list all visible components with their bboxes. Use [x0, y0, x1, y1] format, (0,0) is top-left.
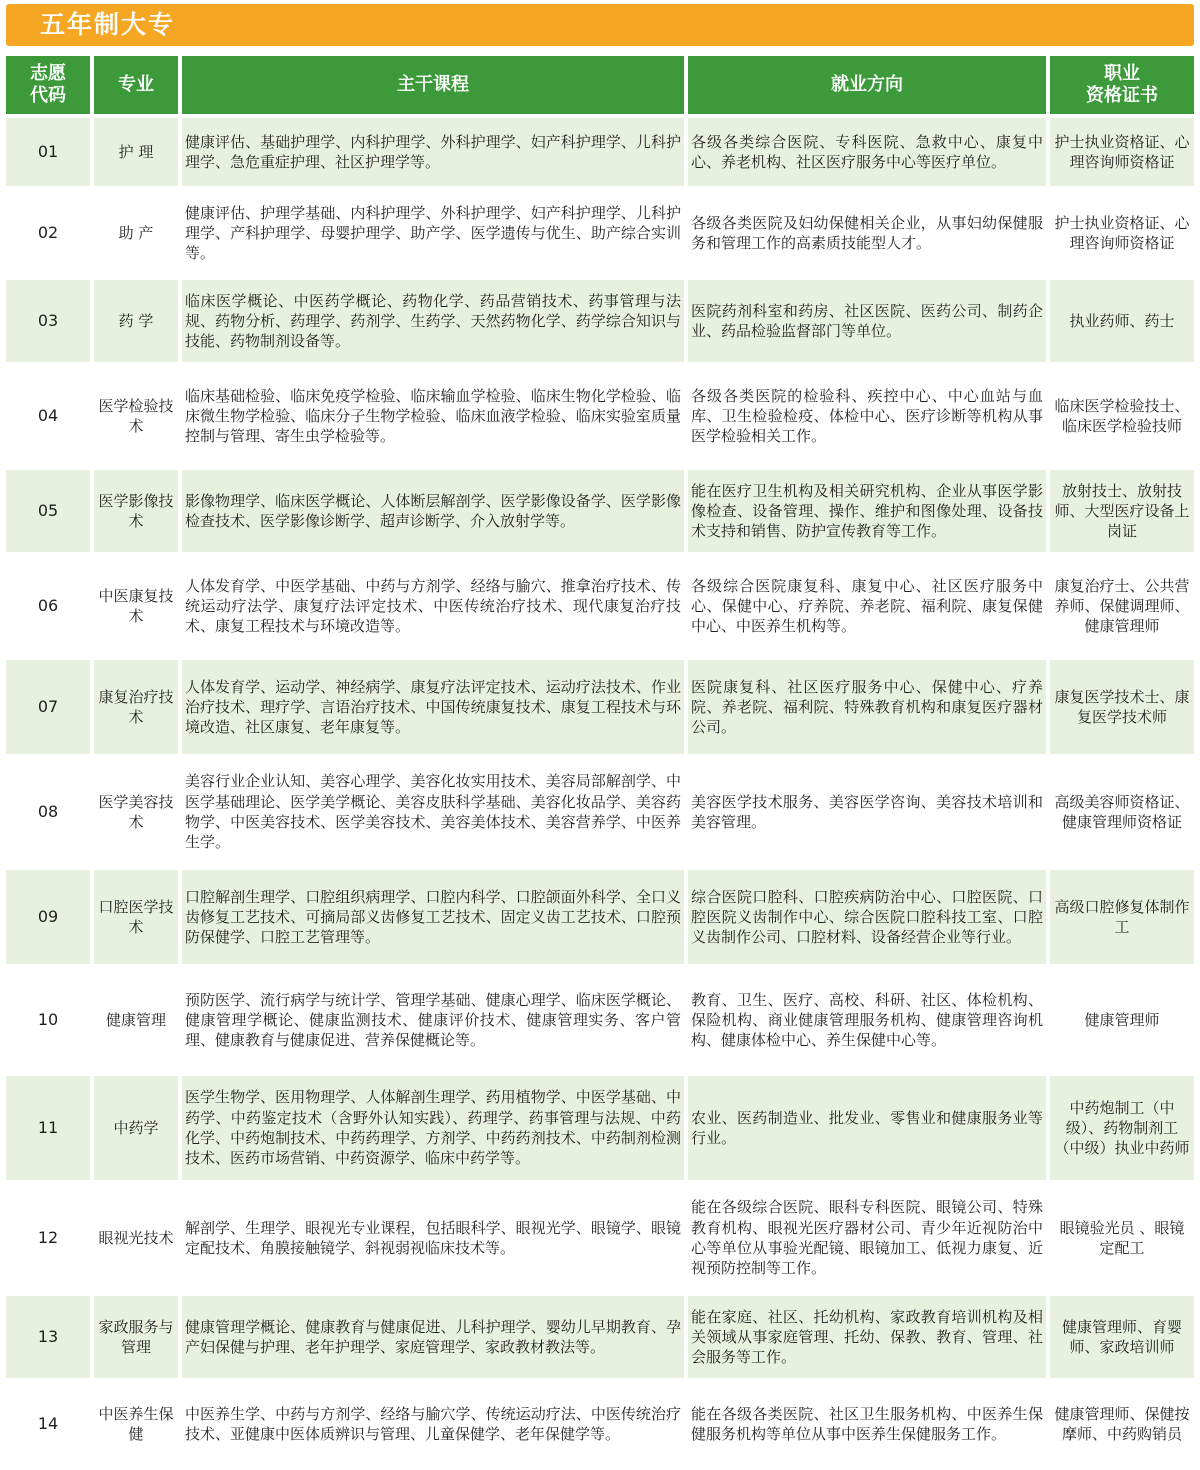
- cell-code-text: 05: [37, 500, 59, 520]
- cell-certificate-text: 健康管理师、育婴师、家政培训师: [1061, 1317, 1182, 1356]
- cell-employment-text: 美容医学技术服务、美容医学咨询、美容技术培训和美容管理。: [691, 792, 1043, 831]
- cell-employment-text: 能在各级各类医院、社区卫生服务机构、中医养生保健服务机构等单位从事中医养生保健服务工作。: [691, 1404, 1043, 1443]
- cell-courses: [182, 1184, 684, 1296]
- cell-courses-text: 健康评估、基础护理学、内科护理学、外科护理学、妇产科护理学、儿科护理学、急危重症护理、社区护理学等。: [185, 132, 681, 171]
- cell-major-text: 助 产: [118, 223, 154, 242]
- cell-code: [6, 758, 90, 870]
- cell-courses-text: 临床基础检验、临床免疫学检验、临床输血学检验、临床生物化学检验、临床微生物学检验、临床分子生物学检验、临床血液学检验、临床实验室质量控制与管理、寄生虫学检验等。: [185, 386, 681, 446]
- cell-code-text: 13: [37, 1326, 59, 1346]
- title-bar: [6, 4, 1194, 46]
- cell-courses-text: 医学生物学、医用物理学、人体解剖生理学、药用植物学、中医学基础、中药学、中药鉴定技术（含野外认知实践）、药理学、药事管理与法规、中药化学、中药炮制技术、中药药理学、方剂学、中药药剂技术、中药制剂检测技术、医药市场营销、中药资源学、临床中药学等。: [185, 1088, 681, 1168]
- cell-code: [6, 190, 90, 280]
- cell-courses-text: 人体发育学、运动学、神经病学、康复疗法评定技术、运动疗法技术、作业治疗技术、理疗学、言语治疗技术、中国传统康复技术、康复工程技术与环境改造、社区康复、老年康复等。: [185, 677, 681, 737]
- cell-courses-text: 美容行业企业认知、美容心理学、美容化妆实用技术、美容局部解剖学、中医学基础理论、医学美学概论、美容皮肤科学基础、美容化妆品学、美容药物学、中医美容技术、医学美容技术、美容美体技术、美容营养学、中医养生学。: [185, 772, 681, 852]
- cell-employment: [688, 1076, 1046, 1184]
- cell-major-text: 健康管理: [105, 1010, 166, 1029]
- cell-code-text: 12: [37, 1227, 59, 1247]
- cell-certificate-text: 护士执业资格证、心理咨询师资格证: [1054, 132, 1190, 171]
- cell-major-text: 中医康复技术: [98, 586, 174, 625]
- cell-courses: [182, 1076, 684, 1184]
- cell-major-text: 家政服务与管理: [98, 1317, 174, 1356]
- cell-certificate-text: 康复医学技术士、康复医学技术师: [1054, 687, 1190, 726]
- cell-major-text: 药 学: [118, 311, 154, 330]
- cell-code: [6, 968, 90, 1076]
- cell-code: [6, 870, 90, 968]
- cell-employment-text: 各级各类综合医院、专科医院、急救中心、康复中心、养老机构、社区医疗服务中心等医疗单位。: [691, 132, 1043, 171]
- cell-major-text: 眼视光技术: [98, 1228, 174, 1247]
- cell-code: [6, 1184, 90, 1296]
- cell-employment-text: 医院药剂科室和药房、社区医院、医药公司、制药企业、药品检验监督部门等单位。: [691, 301, 1043, 340]
- cell-certificate: [1050, 1184, 1194, 1296]
- cell-major: [94, 280, 178, 366]
- cell-courses: [182, 280, 684, 366]
- cell-courses-text: 影像物理学、临床医学概论、人体断层解剖学、医学影像设备学、医学影像检查技术、医学影像诊断学、超声诊断学、介入放射学等。: [185, 491, 681, 530]
- cell-certificate-text: 高级口腔修复体制作工: [1054, 897, 1190, 936]
- cell-courses: [182, 1382, 684, 1470]
- cell-employment-text: 各级综合医院康复科、康复中心、社区医疗服务中心、保健中心、疗养院、养老院、福利院、康复保健中心、中医养生机构等。: [691, 576, 1043, 636]
- cell-code-text: 03: [37, 310, 59, 330]
- cell-code: [6, 470, 90, 556]
- cell-courses: [182, 1296, 684, 1382]
- cell-employment: [688, 758, 1046, 870]
- cell-courses: [182, 758, 684, 870]
- cell-courses: [182, 470, 684, 556]
- header-certificate: [1050, 56, 1194, 114]
- cell-certificate-text: 健康管理师: [1084, 1010, 1160, 1029]
- cell-code-text: 08: [37, 801, 59, 821]
- cell-major-text: 医学检验技术: [98, 396, 174, 435]
- cell-certificate-text: 康复治疗士、公共营养师、保健调理师、健康管理师: [1054, 576, 1190, 636]
- cell-code: [6, 118, 90, 190]
- cell-certificate: [1050, 556, 1194, 660]
- cell-certificate: [1050, 470, 1194, 556]
- cell-major: [94, 118, 178, 190]
- cell-employment: [688, 870, 1046, 968]
- cell-employment-text: 医院康复科、社区医疗服务中心、保健中心、疗养院、养老院、福利院、特殊教育机构和康复医疗器材公司。: [691, 677, 1043, 737]
- cell-code-text: 06: [37, 595, 59, 615]
- cell-major-text: 口腔医学技术: [98, 897, 174, 936]
- cell-certificate: [1050, 1296, 1194, 1382]
- header-employment-label: 就业方向: [831, 74, 903, 95]
- cell-employment: [688, 556, 1046, 660]
- cell-courses-text: 口腔解剖生理学、口腔组织病理学、口腔内科学、口腔颌面外科学、全口义齿修复工艺技术、可摘局部义齿修复工艺技术、固定义齿工艺技术、口腔预防保健学、口腔工艺管理等。: [185, 887, 681, 947]
- cell-code: [6, 280, 90, 366]
- cell-courses-text: 人体发育学、中医学基础、中药与方剂学、经络与腧穴、推拿治疗技术、传统运动疗法学、康复疗法评定技术、中医传统治疗技术、现代康复治疗技术、康复工程技术与环境改造等。: [185, 576, 681, 636]
- cell-certificate-text: 中药炮制工（中级）、药物制剂工（中级）执业中药师: [1054, 1098, 1190, 1158]
- cell-code-text: 07: [37, 696, 59, 716]
- cell-major: [94, 366, 178, 470]
- cell-code-text: 09: [37, 906, 59, 926]
- cell-employment: [688, 968, 1046, 1076]
- cell-certificate: [1050, 280, 1194, 366]
- cell-courses-text: 健康管理学概论、健康教育与健康促进、儿科护理学、婴幼儿早期教育、孕产妇保健与护理、老年护理学、家庭管理学、家政教材教法等。: [185, 1317, 681, 1356]
- cell-courses: [182, 366, 684, 470]
- cell-certificate-text: 眼镜验光员 、眼镜定配工: [1059, 1218, 1185, 1257]
- cell-major: [94, 870, 178, 968]
- cell-certificate: [1050, 190, 1194, 280]
- cell-certificate: [1050, 118, 1194, 190]
- cell-courses-text: 解剖学、生理学、眼视光专业课程，包括眼科学、眼视光学、眼镜学、眼镜定配技术、角膜接触镜学、斜视弱视临床技术等。: [185, 1218, 681, 1257]
- cell-code: [6, 1382, 90, 1470]
- cell-employment-text: 能在各级综合医院、眼科专科医院、眼镜公司、特殊教育机构、眼视光医疗器材公司、青少年近视防治中心等单位从事验光配镜、眼镜加工、低视力康复、近视预防控制等工作。: [691, 1198, 1043, 1278]
- cell-certificate: [1050, 1382, 1194, 1470]
- header-courses-label: 主干课程: [397, 74, 469, 95]
- cell-major-text: 医学美容技术: [98, 792, 174, 831]
- cell-major: [94, 968, 178, 1076]
- cell-certificate: [1050, 366, 1194, 470]
- cell-courses-text: 健康评估、护理学基础、内科护理学、外科护理学、妇产科护理学、儿科护理学、产科护理学、母婴护理学、助产学、医学遗传与优生、助产综合实训等。: [185, 203, 681, 263]
- cell-code: [6, 660, 90, 758]
- cell-courses-text: 中医养生学、中药与方剂学、经络与腧穴学、传统运动疗法、中医传统治疗技术、亚健康中医体质辨识与管理、儿童保健学、老年保健学等。: [185, 1404, 681, 1443]
- cell-code-text: 11: [37, 1117, 59, 1137]
- cell-courses-text: 临床医学概论、中医药学概论、药物化学、药品营销技术、药事管理与法规、药物分析、药理学、药剂学、生药学、天然药物化学、药学综合知识与技能、药物制剂设备等。: [185, 291, 681, 351]
- cell-major: [94, 660, 178, 758]
- cell-employment: [688, 1382, 1046, 1470]
- cell-code: [6, 556, 90, 660]
- cell-certificate-text: 护士执业资格证、心理咨询师资格证: [1054, 213, 1190, 252]
- cell-employment: [688, 1296, 1046, 1382]
- header-major: [94, 56, 178, 114]
- cell-employment: [688, 280, 1046, 366]
- cell-major-text: 医学影像技术: [98, 491, 174, 530]
- cell-certificate: [1050, 870, 1194, 968]
- cell-code-text: 10: [37, 1009, 59, 1029]
- cell-courses: [182, 968, 684, 1076]
- cell-courses: [182, 118, 684, 190]
- cell-employment-text: 综合医院口腔科、口腔疾病防治中心、口腔医院、口腔医院义齿制作中心、综合医院口腔科技工室、口腔义齿制作公司、口腔材料、设备经营企业等行业。: [691, 887, 1043, 947]
- cell-certificate-text: 高级美容师资格证、健康管理师资格证: [1054, 792, 1190, 831]
- cell-courses: [182, 190, 684, 280]
- cell-employment-text: 各级各类医院及妇幼保健相关企业，从事妇幼保健服务和管理工作的高素质技能型人才。: [691, 213, 1043, 252]
- cell-courses: [182, 870, 684, 968]
- cell-major-text: 护 理: [118, 142, 154, 161]
- cell-code-text: 14: [37, 1413, 59, 1433]
- cell-code: [6, 1296, 90, 1382]
- cell-code: [6, 1076, 90, 1184]
- cell-code-text: 01: [37, 141, 59, 161]
- cell-certificate: [1050, 1076, 1194, 1184]
- cell-employment: [688, 470, 1046, 556]
- cell-certificate-text: 放射技士、放射技师、大型医疗设备上岗证: [1054, 481, 1190, 541]
- header-employment: [688, 56, 1046, 114]
- cell-major: [94, 1184, 178, 1296]
- header-courses: [182, 56, 684, 114]
- cell-courses: [182, 660, 684, 758]
- cell-major: [94, 1296, 178, 1382]
- page-title: 五年制大专: [40, 10, 176, 39]
- cell-major: [94, 556, 178, 660]
- cell-certificate-text: 健康管理师、保健按摩师、中药购销员: [1054, 1404, 1190, 1443]
- cell-employment: [688, 118, 1046, 190]
- cell-code: [6, 366, 90, 470]
- cell-major: [94, 190, 178, 280]
- cell-employment-text: 教育、卫生、医疗、高校、科研、社区、体检机构、保险机构、商业健康管理服务机构、健康管理咨询机构、健康体检中心、养生保健中心等。: [691, 990, 1043, 1050]
- cell-employment-text: 农业、医药制造业、批发业、零售业和健康服务业等行业。: [691, 1108, 1043, 1147]
- cell-certificate: [1050, 968, 1194, 1076]
- header-certificate-label: 职业 资格证书: [1086, 63, 1158, 106]
- cell-employment-text: 能在家庭、社区、托幼机构、家政教育培训机构及相关领域从事家庭管理、托幼、保教、教育、管理、社会服务等工作。: [691, 1307, 1043, 1367]
- cell-major-text: 中药学: [113, 1118, 159, 1137]
- majors-table: [6, 56, 1194, 1470]
- cell-employment-text: 各级各类医院的检验科、疾控中心、中心血站与血库、卫生检验检疫、体检中心、医疗诊断等机构从事医学检验相关工作。: [691, 386, 1043, 446]
- cell-major-text: 康复治疗技术: [98, 687, 174, 726]
- cell-certificate: [1050, 660, 1194, 758]
- cell-employment: [688, 366, 1046, 470]
- cell-major: [94, 1076, 178, 1184]
- cell-major: [94, 1382, 178, 1470]
- header-major-label: 专业: [118, 74, 154, 95]
- cell-certificate: [1050, 758, 1194, 870]
- cell-major: [94, 470, 178, 556]
- cell-major: [94, 758, 178, 870]
- header-code-label: 志愿 代码: [30, 63, 66, 106]
- cell-courses: [182, 556, 684, 660]
- cell-certificate-text: 临床医学检验技士、临床医学检验技师: [1054, 396, 1190, 435]
- cell-code-text: 04: [37, 405, 59, 425]
- cell-certificate-text: 执业药师、药士: [1069, 311, 1175, 330]
- cell-employment: [688, 190, 1046, 280]
- cell-courses-text: 预防医学、流行病学与统计学、管理学基础、健康心理学、临床医学概论、健康管理学概论、健康监测技术、健康评价技术、健康管理实务、客户管理、健康教育与健康促进、营养保健概论等。: [185, 990, 681, 1050]
- cell-employment-text: 能在医疗卫生机构及相关研究机构、企业从事医学影像检查、设备管理、操作、维护和图像处理、设备技术支持和销售、防护宣传教育等工作。: [691, 481, 1043, 541]
- cell-employment: [688, 1184, 1046, 1296]
- header-code: [6, 56, 90, 114]
- cell-employment: [688, 660, 1046, 758]
- cell-major-text: 中医养生保健: [98, 1404, 174, 1443]
- cell-code-text: 02: [37, 222, 59, 242]
